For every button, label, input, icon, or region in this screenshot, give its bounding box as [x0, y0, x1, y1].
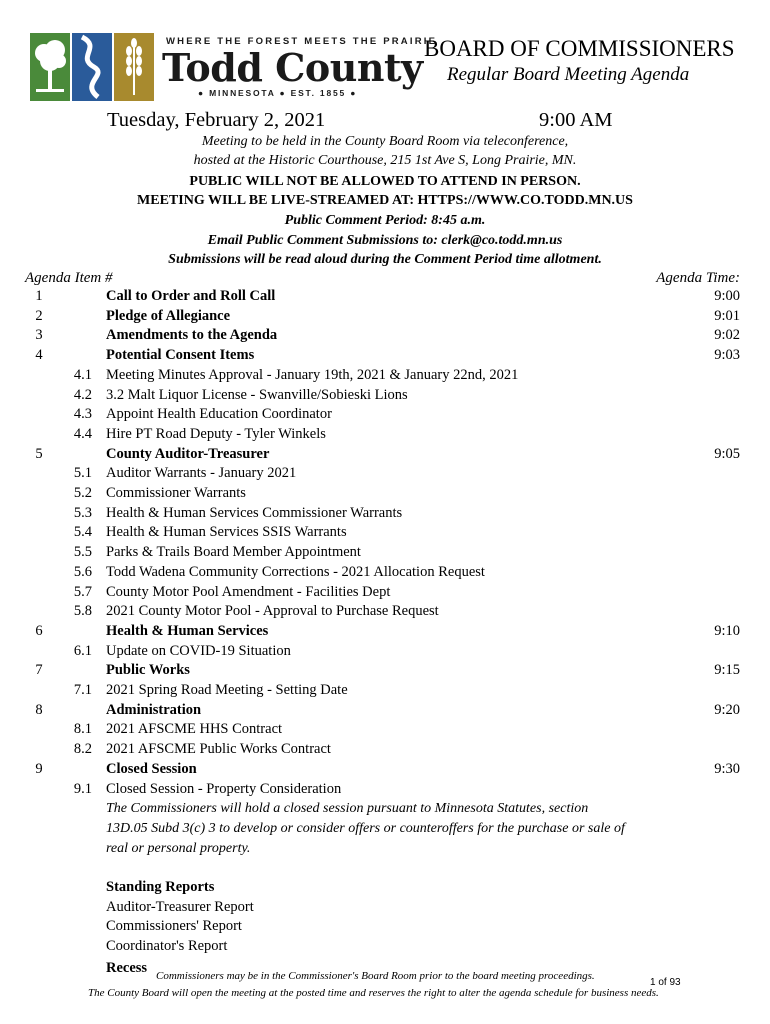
agenda-item-time: 9:03 — [714, 347, 740, 363]
agenda-subitem-number: 4.4 — [73, 426, 92, 442]
agenda-subitem-number: 8.2 — [73, 741, 92, 757]
agenda-time-header: Agenda Time: — [656, 270, 740, 286]
agenda-item-time: 9:15 — [714, 662, 740, 678]
logo-county-name: Todd County — [162, 45, 423, 90]
meeting-time: 9:00 AM — [539, 109, 613, 131]
comment-note: Submissions will be read aloud during the Comment Period time allotment. — [168, 252, 602, 267]
closed-session-note: 13D.05 Subd 3(c) 3 to develop or consider offers or counteroffers for the purchase or sale of — [106, 821, 625, 836]
board-title: BOARD OF COMMISSIONERS — [424, 36, 735, 61]
agenda-item-time: 9:30 — [714, 761, 740, 777]
info-line: hosted at the Historic Courthouse, 215 1st Ave S, Long Prairie, MN. — [193, 153, 577, 168]
agenda-item-header: Agenda Item # — [25, 270, 113, 286]
agenda-subitem-number: 4.3 — [73, 406, 92, 422]
agenda-subitem-text: Appoint Health Education Coordinator — [106, 406, 332, 422]
agenda-subitem-number: 4.1 — [73, 367, 92, 383]
agenda-subitem-text: Health & Human Services Commissioner Warrants — [106, 505, 403, 521]
wheat-icon — [114, 33, 154, 101]
agenda-item-title: Closed Session — [106, 761, 197, 777]
agenda-item-title: Pledge of Allegiance — [106, 308, 231, 324]
agenda-item-time: 9:02 — [714, 327, 740, 343]
agenda-subitem-number: 5.1 — [73, 465, 92, 481]
agenda-subitem-text: County Motor Pool Amendment - Facilities Dept — [106, 584, 391, 600]
agenda-subitem-text: 2021 Spring Road Meeting - Setting Date — [106, 682, 348, 698]
agenda-subitem-number: 5.4 — [73, 524, 92, 540]
agenda-subitem-text: 2021 County Motor Pool - Approval to Purchase Request — [106, 603, 439, 619]
attendance-notice: PUBLIC WILL NOT BE ALLOWED TO ATTEND IN PERSON. — [189, 174, 581, 189]
agenda-item-time: 9:05 — [714, 446, 740, 462]
standing-reports-title: Standing Reports — [106, 879, 215, 895]
agenda-subitem-number: 5.8 — [73, 603, 92, 619]
closed-session-note: The Commissioners will hold a closed session pursuant to Minnesota Statutes, section — [106, 801, 589, 816]
agenda-subitem-text: Commissioner Warrants — [106, 485, 246, 501]
agenda-item-title: Health & Human Services — [106, 623, 269, 639]
agenda-item-title: Administration — [106, 702, 202, 718]
agenda-subitem-number: 6.1 — [73, 643, 92, 659]
agenda-subitem-text: 2021 AFSCME HHS Contract — [106, 721, 283, 737]
agenda-item-title: Call to Order and Roll Call — [106, 288, 276, 304]
agenda-subitem-text: Meeting Minutes Approval - January 19th, 2021 & January 22nd, 2021 — [106, 367, 519, 383]
logo-tagline: WHERE THE FOREST MEETS THE PRAIRIE — [166, 36, 438, 47]
agenda-subitem-number: 5.7 — [73, 584, 92, 600]
board-subtitle: Regular Board Meeting Agenda — [447, 64, 690, 85]
livestream-notice: MEETING WILL BE LIVE-STREAMED AT: HTTPS://WWW.CO.TODD.MN.US — [137, 193, 633, 208]
agenda-item-number: 7 — [35, 662, 43, 678]
agenda-item-time: 9:10 — [714, 623, 740, 639]
agenda-subitem-number: 5.3 — [73, 505, 92, 521]
agenda-subitem-number: 8.1 — [73, 721, 92, 737]
agenda-item-title: Potential Consent Items — [106, 347, 255, 363]
county-logo — [30, 33, 438, 101]
page-number: 1 of 93 — [650, 977, 681, 988]
agenda-item-title: Public Works — [106, 662, 190, 678]
meeting-date: Tuesday, February 2, 2021 — [107, 109, 326, 131]
recess-label: Recess — [106, 960, 148, 976]
standing-report-item: Coordinator's Report — [106, 938, 228, 954]
agenda-subitem-text: Health & Human Services SSIS Warrants — [106, 524, 347, 540]
agenda-subitem-number: 4.2 — [73, 387, 92, 403]
agenda-subitem-text: Closed Session - Property Consideration — [106, 781, 342, 797]
agenda-subitem-text: Update on COVID-19 Situation — [106, 643, 291, 659]
agenda-item-time: 9:00 — [714, 288, 740, 304]
footer-disclaimer: The County Board will open the meeting at the posted time and reserves the right to alter the agenda schedule for business needs. — [88, 987, 659, 999]
agenda-subitem-number: 7.1 — [73, 682, 92, 698]
closed-session-note: real or personal property. — [106, 841, 251, 856]
comment-email: Email Public Comment Submissions to: clerk@co.todd.mn.us — [207, 233, 563, 248]
agenda-item-number: 8 — [35, 702, 43, 718]
tree-icon — [30, 33, 70, 101]
agenda-item-number: 6 — [35, 623, 43, 639]
agenda-subitem-text: 3.2 Malt Liquor License - Swanville/Sobieski Lions — [106, 387, 408, 403]
agenda-item-number: 4 — [35, 347, 43, 363]
agenda-item-number: 2 — [35, 308, 43, 324]
agenda-item-title: County Auditor-Treasurer — [106, 446, 270, 462]
river-icon — [72, 33, 112, 101]
info-line: Meeting to be held in the County Board Room via teleconference, — [201, 134, 569, 149]
agenda-item-title: Amendments to the Agenda — [106, 327, 278, 343]
agenda-subitem-number: 9.1 — [73, 781, 92, 797]
agenda-item-number: 1 — [35, 288, 43, 304]
comment-period: Public Comment Period: 8:45 a.m. — [284, 213, 486, 228]
agenda-item-time: 9:20 — [714, 702, 740, 718]
agenda-item-number: 5 — [35, 446, 43, 462]
agenda-item-number: 3 — [35, 327, 43, 343]
agenda-item-number: 9 — [35, 761, 43, 777]
agenda-item-time: 9:01 — [714, 308, 740, 324]
agenda-subitem-text: 2021 AFSCME Public Works Contract — [106, 741, 331, 757]
logo-state-line: ● MINNESOTA ● EST. 1855 ● — [198, 88, 358, 98]
agenda-subitem-number: 5.6 — [73, 564, 92, 580]
agenda-subitem-number: 5.5 — [73, 544, 92, 560]
agenda-subitem-text: Auditor Warrants - January 2021 — [106, 465, 297, 481]
agenda-subitem-text: Hire PT Road Deputy - Tyler Winkels — [106, 426, 326, 442]
standing-report-item: Commissioners' Report — [106, 918, 242, 934]
footer-note: Commissioners may be in the Commissioner's Board Room prior to the board meeting proceedings. — [156, 970, 595, 982]
standing-report-item: Auditor-Treasurer Report — [106, 899, 254, 915]
agenda-subitem-number: 5.2 — [73, 485, 92, 501]
agenda-subitem-text: Todd Wadena Community Corrections - 2021 Allocation Request — [106, 564, 485, 580]
agenda-subitem-text: Parks & Trails Board Member Appointment — [106, 544, 361, 560]
